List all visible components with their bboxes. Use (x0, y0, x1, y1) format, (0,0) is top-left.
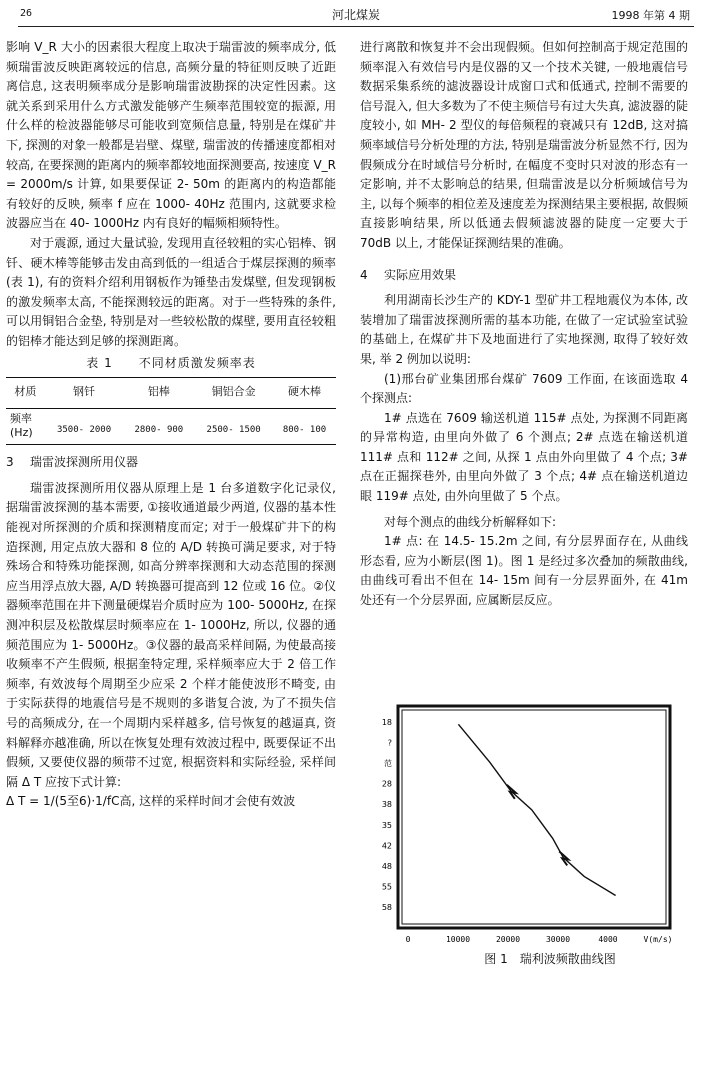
paragraph: 对于震源, 通过大量试验, 发现用直径较粗的实心铝棒、钢钎、硬木棒等能够击发由高到低的一组适合于煤层探测的频率(表 1), 有的资料介绍利用钢板作为锤垫击发煤壁, 但发现钢板的激发频率太高, 不能探测较远的距离。对于一些特殊的条件, 可以用铜铝合金垫, 特别是对一些较松散的煤壁, 要用直径较粗的铝棒才能达到足够的探测距离。 (6, 235, 336, 348)
y-tick-label: 38 (381, 800, 392, 810)
left-column (6, 38, 336, 812)
paragraph: 1# 点选在 7609 输送机道 115# 点处, 为探测不同距离的异常构造, 由里向外做了 6 个测点; 2# 点选在输送机道 111# 点和 112# 之间, 从探 1 点由外向里做了 4 个点; 3# 点在正掘探巷外, 由里向外做了 3 个点; 4# 点在输送机道边眼 119# 点处, 由外向里做了 5 个点。 (360, 410, 688, 504)
section-number: 3 (6, 455, 14, 470)
journal-name: 河北煤炭 (331, 8, 380, 22)
section-heading-4 (360, 266, 688, 286)
y-tick-label: ? (387, 738, 392, 748)
frequency-table (6, 377, 336, 445)
table-header-cell: 铜铝合金 (194, 378, 273, 409)
section-title: 实际应用效果 (384, 267, 457, 282)
figure-1 (368, 702, 688, 972)
paragraph: (1)邢台矿业集团邢台煤矿 7609 工作面, 在该面选取 4 个探测点: (360, 371, 688, 406)
y-tick-label: 35 (381, 820, 392, 830)
section-number: 4 (360, 267, 368, 282)
paragraph: 对每个测点的曲线分析解释如下: (384, 514, 557, 529)
row-label-unit: (Hz) (10, 425, 33, 439)
y-tick-label: 18 (381, 718, 392, 727)
table-header-cell: 钢钎 (45, 378, 124, 409)
y-tick-label: 58 (381, 903, 392, 912)
curve-line (458, 724, 615, 895)
x-tick-label: 4000 (598, 935, 618, 944)
figure-caption: 图 1 瑞利波频散曲线图 (484, 952, 616, 966)
layer-interface-mark (559, 851, 568, 865)
table-cell: 800- 100 (273, 408, 336, 445)
plot-inner-frame (402, 710, 666, 924)
table-header-cell: 材质 (6, 378, 45, 409)
issue-label: 1998 年第 4 期 (611, 9, 690, 22)
section-heading-3 (6, 453, 336, 473)
y-tick-label: 42 (381, 841, 392, 851)
x-tick-label: 0 (405, 935, 411, 944)
table-header-cell: 铝棒 (123, 378, 194, 409)
table-cell: 2800- 900 (123, 408, 194, 445)
table-header-row (6, 378, 336, 409)
dispersion-curve-plot (368, 702, 688, 952)
page-number: 26 (20, 8, 33, 19)
paragraph-tail: Δ T = 1/(5至6)·1/fC高, 这样的采样时间才会使有效波 (6, 794, 296, 809)
paragraph: 影响 V_R 大小的因素很大程度上取决于瑞雷波的频率成分, 低频瑞雷波反映距离较远的信息, 高频分量的特征则反映了近距离信息, 这表明频率成分是影响瑞雷波勘探的决定性因素。这就关系到采用什么方式激发能够产生频率范围较宽的振源, 用什么样的检波器能够尽可能收到宽频信息量, 特别是在煤矿井下, 探测的对象一般都是岩壁、煤壁, 瑞雷波的传播速度都相对较高, 在要探测的距离内的频率都较地面探测要高, 按速度 V_R = 2000m/s 计算, 如果要保证 2- 50m 的距离内的构造都能有较好的反映, 频率 f 应在 1000- 40Hz 范围内, 这就要求检波器应当在 40- 1000Hz 内有良好的幅频相频特性。 (6, 40, 336, 231)
paragraph: 利用湖南长沙生产的 KDY-1 型矿井工程地震仪为本体, 改装增加了瑞雷波探测所需的基本功能, 在做了一定试验室试验的基础上, 在煤矿井下及地面进行了实地探测, 取得了较好效果, 举 2 例加以说明: (360, 293, 688, 366)
paragraph: 进行离散和恢复并不会出现假频。但如何控制高于规定范围的频率混入有效信号内是仪器的又一个技术关键, 一般地震信号数据采集系统的滤波器设计成窗口式和低通式, 控制不需要的信号混入, 但大多数为了不使主频信号有过大失真, 滤波器的陡度较小, 如 MH- 2 型仪的每倍频程的衰减只有 12dB, 这对搞频率域信号分析处理的方法, 特别是瑞雷波分析显然不行, 因为假频成分在时域信号分析时, 在幅度不变时只对波的形态有一定影响, 并不太影响总的结果, 但瑞雷波是以分析频域信号为主, 以每个频率的相位差及速度差为探测结果主要根据, 故假频直接影响结果, 所以低通去假频滤波器的陡度一定要大于 70dB 以上, 才能保证探测结果的准确。 (360, 40, 688, 250)
section-title: 瑞雷波探测所用仪器 (30, 455, 139, 470)
y-tick-label: 55 (381, 882, 392, 892)
plot-frame (398, 706, 670, 928)
y-tick-labels (382, 718, 392, 912)
paragraph: 1# 点: 在 14.5- 15.2m 之间, 有分层界面存在, 从曲线形态看, 应为小断层(图 1)。图 1 是经过多次叠加的频散曲线, 由曲线可看出不但在 14- 15m 间有一分层界面外, 在 41m 处还有一个分层界面, 应属断层反应。 (360, 534, 688, 608)
table-header-cell: 硬木棒 (273, 378, 336, 409)
table-cell: 3500- 2000 (45, 408, 124, 445)
table-row (6, 408, 336, 445)
x-tick-label: V(m/s) (643, 935, 673, 944)
dispersion-curve (458, 724, 615, 895)
x-tick-label: 20000 (495, 935, 521, 944)
x-tick-label: 10000 (445, 935, 471, 944)
y-tick-label: 48 (381, 861, 392, 871)
right-column (360, 38, 688, 611)
y-tick-label: 范 (384, 759, 392, 769)
x-tick-label: 30000 (545, 935, 571, 944)
paragraph: 瑞雷波探测所用仪器从原理上是 1 台多道数字化记录仪, 据瑞雷波探测的基本需要, ①接收通道最少两道, 仪器的基本性能视对所探测的介质和探测精度而定; 对于一般煤矿井下的构造探测, 用定点放大器和 8 位的 A/D 转换可满足要求, 对于特殊场合和特殊功能探测, 如高分辨率探测和大动态范围的探测应当用浮点放大器, A/D 转换器可提高到 12 位或 16 位。②仪器频率范围在井下测量硬煤岩介质时应为 100- 5000Hz, 在探测冲积层及松散煤层时频率应在 1- 1000Hz, 所以, 仪器的通频范围应为 1- 5000Hz。③仪器的最高采样间隔, 为使最高接收频率不产生假频, 根据奎特定理, 采样频率应大于 2 倍工作频率, 有效波每个周期至少应采 2 个样才能使波形不畸变, 由于实际获得的地震信号是不规则的多谐复合波, 为了不损失信号的高频成分, 在一个周期内采样越多, 信号恢复的越逼真, 资料解释亦越准确, 所以在恢复处理有效波过程中, 既要保证不出假频, 又要使仪器的频带不过宽, 根据资料和实际经验, 采样间隔 Δ T 应按下式计算: (6, 480, 336, 789)
running-header (18, 4, 694, 27)
row-label-line: 频率 (10, 411, 32, 425)
x-tick-labels (406, 935, 673, 944)
y-tick-label: 28 (381, 779, 392, 789)
table-title: 表 1 不同材质激发频率表 (86, 355, 256, 370)
layer-interface-mark (507, 785, 516, 799)
row-label (6, 408, 45, 445)
table-cell: 2500- 1500 (194, 408, 273, 445)
